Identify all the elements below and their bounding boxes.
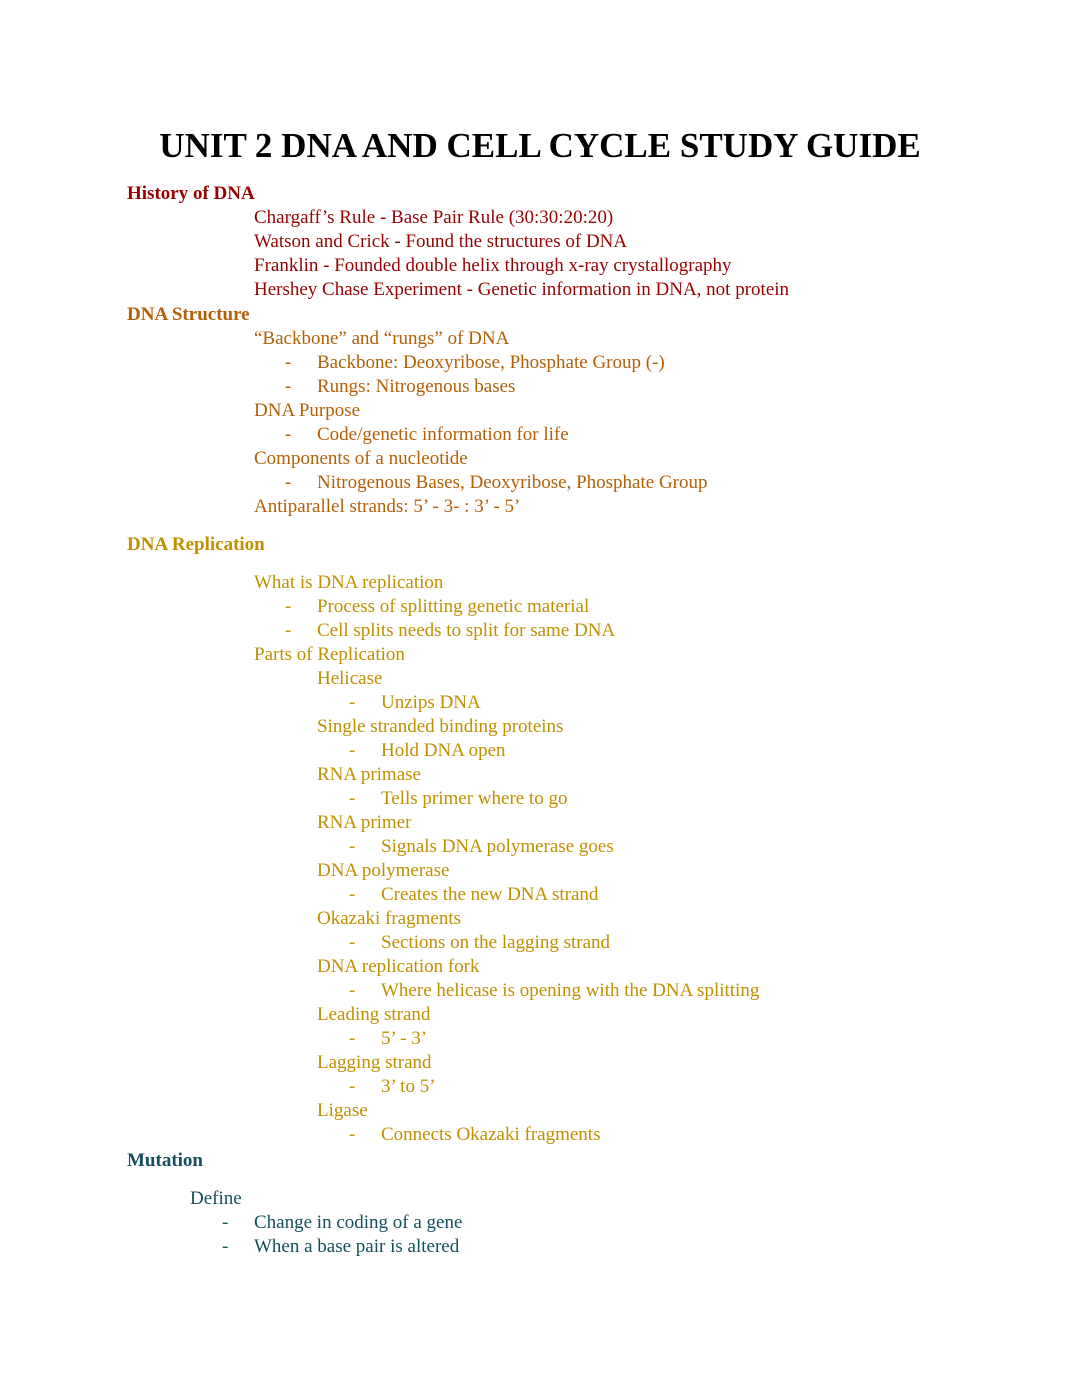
replication-part-name: Leading strand (317, 1004, 431, 1025)
bullet-dash: - (285, 620, 292, 641)
replication-part-name: Okazaki fragments (317, 908, 462, 929)
replication-item: What is DNA replication (254, 572, 444, 593)
structure-subitem (285, 375, 515, 399)
replication-part-name: DNA replication fork (317, 956, 480, 977)
replication-subitem (285, 619, 615, 643)
replication-part-detail (349, 979, 759, 1003)
part-detail-text: Unzips DNA (381, 692, 481, 713)
part-detail-text: 3’ to 5’ (381, 1076, 436, 1097)
mutation-item: Define (190, 1188, 242, 1209)
bullet-dash: - (285, 596, 292, 617)
replication-part-name: Single stranded binding proteins (317, 716, 564, 737)
structure-item: Components of a nucleotide (254, 448, 468, 469)
section-heading-structure: DNA Structure (127, 304, 250, 325)
history-item: Hershey Chase Experiment - Genetic information in DNA, not protein (254, 279, 790, 300)
replication-part-detail (349, 1075, 436, 1099)
structure-subitem (285, 351, 665, 375)
replication-part-detail (349, 691, 481, 715)
bullet-dash: - (285, 352, 292, 373)
replication-part-detail (349, 787, 568, 811)
bullet-dash: - (285, 424, 292, 445)
bullet-dash: - (349, 788, 356, 809)
history-item: Franklin - Founded double helix through x-ray crystallography (254, 255, 732, 276)
part-detail-text: Tells primer where to go (381, 788, 568, 809)
part-detail-text: 5’ - 3’ (381, 1028, 428, 1049)
replication-subitem-text: Process of splitting genetic material (317, 596, 590, 617)
replication-part-name: Ligase (317, 1100, 368, 1121)
section-heading-replication: DNA Replication (127, 534, 265, 555)
bullet-dash: - (349, 1076, 356, 1097)
structure-subitem (285, 423, 569, 447)
bullet-dash: - (349, 884, 356, 905)
replication-part-detail (349, 931, 610, 955)
bullet-dash: - (349, 740, 356, 761)
part-detail-text: Signals DNA polymerase goes (381, 836, 614, 857)
bullet-dash: - (285, 472, 292, 493)
section-heading-mutation: Mutation (127, 1150, 203, 1171)
replication-part-detail (349, 1123, 600, 1147)
part-detail-text: Hold DNA open (381, 740, 506, 761)
replication-part-name: DNA polymerase (317, 860, 450, 881)
bullet-dash: - (222, 1236, 229, 1257)
replication-item: Parts of Replication (254, 644, 405, 665)
mutation-subitem (222, 1235, 459, 1259)
bullet-dash: - (349, 1028, 356, 1049)
replication-part-detail (349, 835, 614, 859)
structure-item: Antiparallel strands: 5’ - 3- : 3’ - 5’ (254, 496, 521, 517)
part-detail-text: Connects Okazaki fragments (381, 1124, 601, 1145)
bullet-dash: - (285, 376, 292, 397)
replication-part-detail (349, 883, 598, 907)
bullet-dash: - (349, 1124, 356, 1145)
part-detail-text: Where helicase is opening with the DNA splitting (381, 980, 760, 1001)
part-detail-text: Sections on the lagging strand (381, 932, 611, 953)
mutation-subitem-text: Change in coding of a gene (254, 1212, 463, 1233)
section-heading-history: History of DNA (127, 183, 255, 204)
structure-subitem-text: Backbone: Deoxyribose, Phosphate Group (-) (317, 352, 665, 373)
replication-subitem-text: Cell splits needs to split for same DNA (317, 620, 616, 641)
replication-subitem (285, 595, 589, 619)
history-item: Watson and Crick - Found the structures of DNA (254, 231, 628, 252)
replication-part-name: Helicase (317, 668, 383, 689)
bullet-dash: - (349, 692, 356, 713)
replication-part-detail (349, 1027, 427, 1051)
mutation-subitem-text: When a base pair is altered (254, 1236, 460, 1257)
structure-subitem-text: Nitrogenous Bases, Deoxyribose, Phosphate Group (317, 472, 708, 493)
bullet-dash: - (349, 932, 356, 953)
bullet-dash: - (349, 980, 356, 1001)
part-detail-text: Creates the new DNA strand (381, 884, 599, 905)
structure-item: “Backbone” and “rungs” of DNA (254, 328, 510, 349)
structure-subitem-text: Code/genetic information for life (317, 424, 569, 445)
history-item: Chargaff’s Rule - Base Pair Rule (30:30:20:20) (254, 207, 614, 228)
page-title: UNIT 2 DNA AND CELL CYCLE STUDY GUIDE (159, 126, 921, 165)
structure-subitem (285, 471, 708, 495)
replication-part-name: Lagging strand (317, 1052, 432, 1073)
structure-item: DNA Purpose (254, 400, 361, 421)
replication-part-name: RNA primer (317, 812, 412, 833)
bullet-dash: - (349, 836, 356, 857)
replication-part-detail (349, 739, 506, 763)
bullet-dash: - (222, 1212, 229, 1233)
mutation-subitem (222, 1211, 462, 1235)
structure-subitem-text: Rungs: Nitrogenous bases (317, 376, 516, 397)
replication-part-name: RNA primase (317, 764, 421, 785)
